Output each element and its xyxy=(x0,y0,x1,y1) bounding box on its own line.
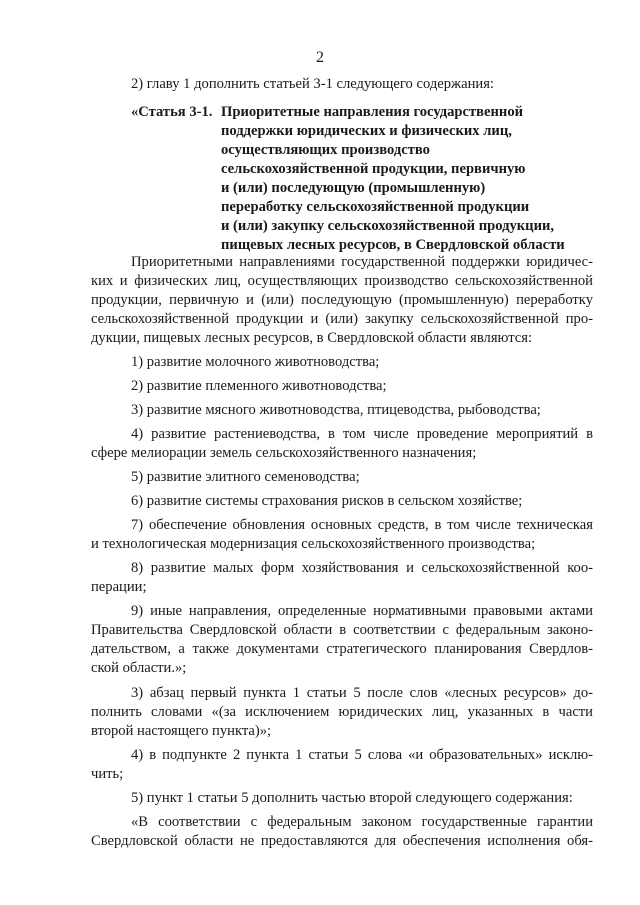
list-item: 1) развитие молочного животноводства; xyxy=(131,354,380,370)
article-title-line: осуществляющих производство xyxy=(221,142,430,158)
paragraph-line: сфере мелиорации земель сельскохозяйственного назначения; xyxy=(91,445,477,461)
list-item: 3) развитие мясного животноводства, птицеводства, рыбоводства; xyxy=(131,402,541,418)
intro-line: 2) главу 1 дополнить статьей 3-1 следующего содержания: xyxy=(131,76,494,92)
paragraph-line: 8) развитие малых форм хозяйствования и сельскохозяйственной коо- xyxy=(131,560,593,576)
paragraph-line: 4) в подпункте 2 пункта 1 статьи 5 слова «и образовательных» исклю- xyxy=(131,747,593,763)
list-item: 6) развитие системы страхования рисков в сельском хозяйстве; xyxy=(131,493,523,509)
paragraph-line: Свердловской области не предоставляются для обеспечения исполнения обя- xyxy=(91,833,593,849)
amendment-paragraph: 5) пункт 1 статьи 5 дополнить частью второй следующего содержания: xyxy=(131,790,573,806)
paragraph-line: и технологическая модернизация сельскохозяйственного производства; xyxy=(91,536,536,552)
paragraph-line: перации; xyxy=(91,579,147,595)
paragraph-line: ской области.»; xyxy=(91,660,187,676)
page-number: 2 xyxy=(316,49,324,66)
paragraph-line: 9) иные направления, определенные нормативными правовыми актами xyxy=(131,603,593,619)
article-title-line: переработку сельскохозяйственной продукции xyxy=(221,199,530,215)
article-title-line: и (или) последующую (промышленную) xyxy=(221,180,486,196)
article-label: «Статья 3-1. xyxy=(131,104,213,120)
paragraph-line: дукции, пищевых лесных ресурсов, в Свердловской области являются: xyxy=(91,330,533,346)
paragraph-line: 4) развитие растениеводства, в том числе проведение мероприятий в xyxy=(131,426,593,442)
list-item: 2) развитие племенного животноводства; xyxy=(131,378,387,394)
paragraph-line: продукции, первичную и (или) последующую (промышленную) переработку xyxy=(91,292,593,308)
paragraph-line: 7) обеспечение обновления основных средств, в том числе техническая xyxy=(131,517,593,533)
paragraph-line: чить; xyxy=(91,766,124,782)
article-title-line: Приоритетные направления государственной xyxy=(221,104,524,120)
article-title-line: пищевых лесных ресурсов, в Свердловской области xyxy=(221,237,565,253)
paragraph-line: ких и физических лиц, осуществляющих производство сельскохозяйственной xyxy=(91,273,593,289)
paragraph-line: Правительства Свердловской области в соответствии с федеральным законо- xyxy=(91,622,593,638)
paragraph-line: второй настоящего пункта)»; xyxy=(91,723,272,739)
article-title-line: и (или) закупку сельскохозяйственной продукции, xyxy=(221,218,555,234)
paragraph-line: дательством, а также документами стратегического планирования Свердлов- xyxy=(91,641,593,657)
article-title-line: поддержки юридических и физических лиц, xyxy=(221,123,512,139)
paragraph-line: «В соответствии с федеральным законом государственные гарантии xyxy=(131,814,593,830)
paragraph-line: 3) абзац первый пункта 1 статьи 5 после слов «лесных ресурсов» до- xyxy=(131,685,593,701)
list-item: 5) развитие элитного семеноводства; xyxy=(131,469,360,485)
article-title-line: сельскохозяйственной продукции, первичную xyxy=(221,161,526,177)
paragraph-line: полнить словами «(за исключением юридических лиц, указанных в части xyxy=(91,704,593,720)
paragraph-line: Приоритетными направлениями государственной поддержки юридичес- xyxy=(131,254,593,270)
paragraph-line: сельскохозяйственной продукции и (или) закупку сельскохозяйственной про- xyxy=(91,311,593,327)
